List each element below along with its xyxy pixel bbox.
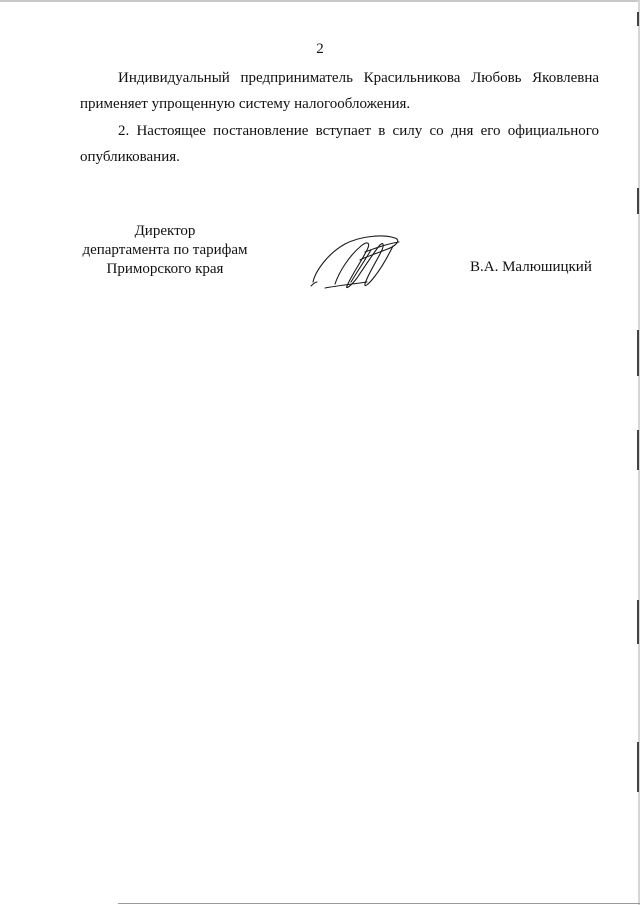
signer-name: В.А. Малюшицкий xyxy=(470,259,592,275)
signatory-title-line: Приморского края xyxy=(106,261,224,277)
handwritten-signature xyxy=(305,232,405,292)
signatory-title xyxy=(70,222,260,279)
paragraph-line: 2. Настоящее постановление вступает в силу со дня его официального xyxy=(118,123,599,139)
scan-edge-bottom xyxy=(118,903,640,904)
signatory-title-line: Директор xyxy=(134,223,196,239)
scan-edge-mark xyxy=(637,742,639,792)
scan-edge-top xyxy=(0,0,640,2)
scan-edge-mark xyxy=(637,12,639,26)
paragraph-line: опубликования. xyxy=(80,149,180,165)
signatory-title-line: департамента по тарифам xyxy=(82,242,248,258)
paragraph-effective-date xyxy=(80,118,599,170)
scan-edge-mark xyxy=(637,188,639,214)
scan-edge-mark xyxy=(637,430,639,470)
scan-edge-mark xyxy=(637,330,639,376)
paragraph-entrepreneur-tax-system xyxy=(80,65,599,117)
paragraph-line: применяет упрощенную систему налогообложения. xyxy=(80,96,411,112)
scan-edge-mark xyxy=(637,600,639,644)
paragraph-line: Индивидуальный предприниматель Красильникова Любовь Яковлевна xyxy=(118,70,599,86)
page-number: 2 xyxy=(316,41,324,57)
